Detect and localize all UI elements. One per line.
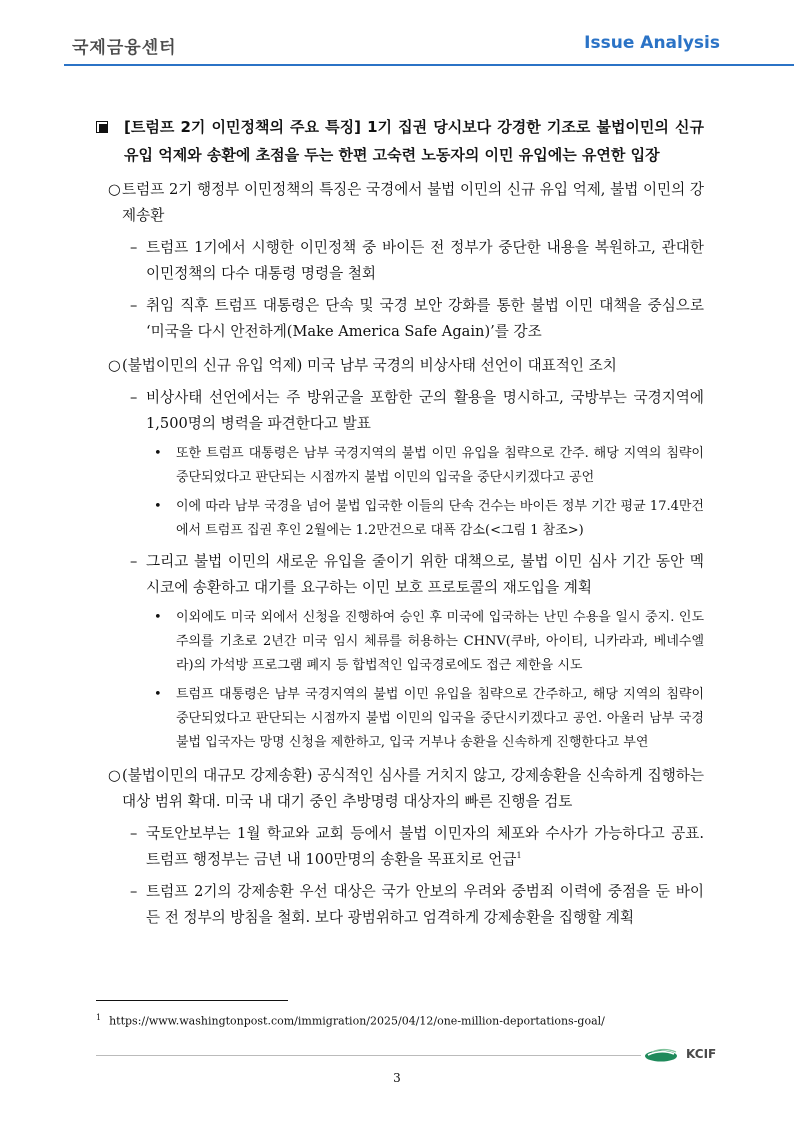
section-heading bbox=[94, 113, 704, 169]
list-item bbox=[94, 879, 704, 931]
dot-bullet-icon: • bbox=[154, 610, 162, 625]
list-item-text: 트럼프 대통령은 남부 국경지역의 불법 이민 유입을 침략으로 간주하고, 해당 지역의 침략이 중단되었다고 판단되는 시점까지 불법 이민의 입국을 중단시키겠다고 공언. 아울러 남부 국경 불법 입국자는 망명 신청을 제한하고, 입국 거부나 송환을 신속하게 진행한다고 부연 bbox=[176, 687, 704, 750]
list-item bbox=[94, 495, 704, 543]
list-item bbox=[94, 821, 704, 873]
list-item bbox=[94, 177, 704, 229]
footnote-divider bbox=[96, 1000, 288, 1001]
page-number: 3 bbox=[393, 1071, 401, 1085]
list-item-text: 트럼프 2기 행정부 이민정책의 특징은 국경에서 불법 이민의 신규 유입 억제, 불법 이민의 강제송환 bbox=[122, 181, 704, 224]
list-item-text: 또한 트럼프 대통령은 남부 국경지역의 불법 이민 유입을 침략으로 간주. 해당 지역의 침략이 중단되었다고 판단되는 시점까지 불법 이민의 입국을 중단시키겠다고 공언 bbox=[176, 446, 704, 485]
section-heading-text: [트럼프 2기 이민정책의 주요 특징] 1기 집권 당시보다 강경한 기조로 불법이민의 신규 유입 억제와 송환에 초점을 두는 한편 고숙련 노동자의 이민 유입에는 유연한 입장 bbox=[124, 118, 704, 164]
list-item-text: 이에 따라 남부 국경을 넘어 불법 입국한 이들의 단속 건수는 바이든 정부 기간 평균 17.4만건에서 트럼프 집권 후인 2월에는 1.2만건으로 대폭 감소(<그림 1 참조>) bbox=[176, 499, 704, 538]
circle-bullet-icon: ○ bbox=[108, 181, 121, 198]
footnote-link[interactable]: https://www.washingtonpost.com/immigration/2025/04/12/one-million-deportations-goal/ bbox=[109, 1014, 605, 1028]
footnote bbox=[96, 1013, 605, 1028]
logo-text: KCIF bbox=[686, 1047, 717, 1061]
dash-bullet-icon: – bbox=[130, 883, 138, 900]
list-item-text: 트럼프 2기의 강제송환 우선 대상은 국가 안보의 우려와 중범죄 이력에 중점을 둔 바이든 전 정부의 방침을 철회. 보다 광범위하고 엄격하게 강제송환을 집행할 계획 bbox=[146, 883, 704, 926]
list-item-text: 취임 직후 트럼프 대통령은 단속 및 국경 보안 강화를 통한 불법 이민 대책을 중심으로 ‘미국을 다시 안전하게(Make America Safe Again)’를 강조 bbox=[146, 297, 704, 340]
footer-divider bbox=[96, 1055, 641, 1056]
page-header bbox=[0, 0, 794, 68]
list-item bbox=[94, 606, 704, 678]
dash-bullet-icon: – bbox=[130, 825, 138, 842]
circle-bullet-icon: ○ bbox=[108, 357, 121, 374]
list-item bbox=[94, 763, 704, 815]
list-item-text: 그리고 불법 이민의 새로운 유입을 줄이기 위한 대책으로, 불법 이민 심사 기간 동안 멕시코에 송환하고 대기를 요구하는 이민 보호 프로토콜의 재도입을 계획 bbox=[146, 553, 704, 596]
list-item-text: 이외에도 미국 외에서 신청을 진행하여 승인 후 미국에 입국하는 난민 수용을 일시 중지. 인도주의를 기초로 2년간 미국 임시 체류를 허용하는 CHNV(쿠바, 아이티, 니카라과, 베네수엘라)의 가석방 프로그램 폐지 등 합법적인 입국경로에도 접근 제한을 시도 bbox=[176, 610, 704, 673]
dash-bullet-icon: – bbox=[130, 297, 138, 314]
footnote-number: 1 bbox=[96, 1013, 102, 1022]
header-divider bbox=[64, 64, 794, 66]
list-item bbox=[94, 293, 704, 345]
footnote-reference[interactable]: 1 bbox=[516, 851, 522, 861]
circle-bullet-icon: ○ bbox=[108, 767, 121, 784]
list-item-text: (불법이민의 신규 유입 억제) 미국 남부 국경의 비상사태 선언이 대표적인 조치 bbox=[122, 357, 617, 374]
dot-bullet-icon: • bbox=[154, 446, 162, 461]
kcif-logo bbox=[644, 1044, 734, 1066]
report-type-label: Issue Analysis bbox=[584, 33, 720, 53]
organization-name: 국제금융센터 bbox=[72, 38, 177, 58]
list-item-text: 국토안보부는 1월 학교와 교회 등에서 불법 이민자의 체포와 수사가 가능하다고 공표. 트럼프 행정부는 금년 내 100만명의 송환을 목표치로 언급 bbox=[146, 825, 704, 868]
list-item-text: 비상사태 선언에서는 주 방위군을 포함한 군의 활용을 명시하고, 국방부는 국경지역에 1,500명의 병력을 파견한다고 발표 bbox=[146, 389, 704, 432]
list-item bbox=[94, 353, 704, 379]
checkbox-square-icon bbox=[96, 121, 108, 133]
dash-bullet-icon: – bbox=[130, 239, 138, 256]
list-item bbox=[94, 235, 704, 287]
list-item bbox=[94, 385, 704, 437]
logo-mark-icon bbox=[644, 1048, 678, 1062]
list-item-text: (불법이민의 대규모 강제송환) 공식적인 심사를 거치지 않고, 강제송환을 신속하게 집행하는 대상 범위 확대. 미국 내 대기 중인 추방명령 대상자의 빠른 진행을 검토 bbox=[122, 767, 704, 810]
dash-bullet-icon: – bbox=[130, 389, 138, 406]
dot-bullet-icon: • bbox=[154, 499, 162, 514]
dash-bullet-icon: – bbox=[130, 553, 138, 570]
list-item bbox=[94, 549, 704, 601]
list-item bbox=[94, 442, 704, 490]
main-content bbox=[94, 113, 704, 931]
dot-bullet-icon: • bbox=[154, 687, 162, 702]
list-item bbox=[94, 683, 704, 755]
list-item-text: 트럼프 1기에서 시행한 이민정책 중 바이든 전 정부가 중단한 내용을 복원하고, 관대한 이민정책의 다수 대통령 명령을 철회 bbox=[146, 239, 704, 282]
